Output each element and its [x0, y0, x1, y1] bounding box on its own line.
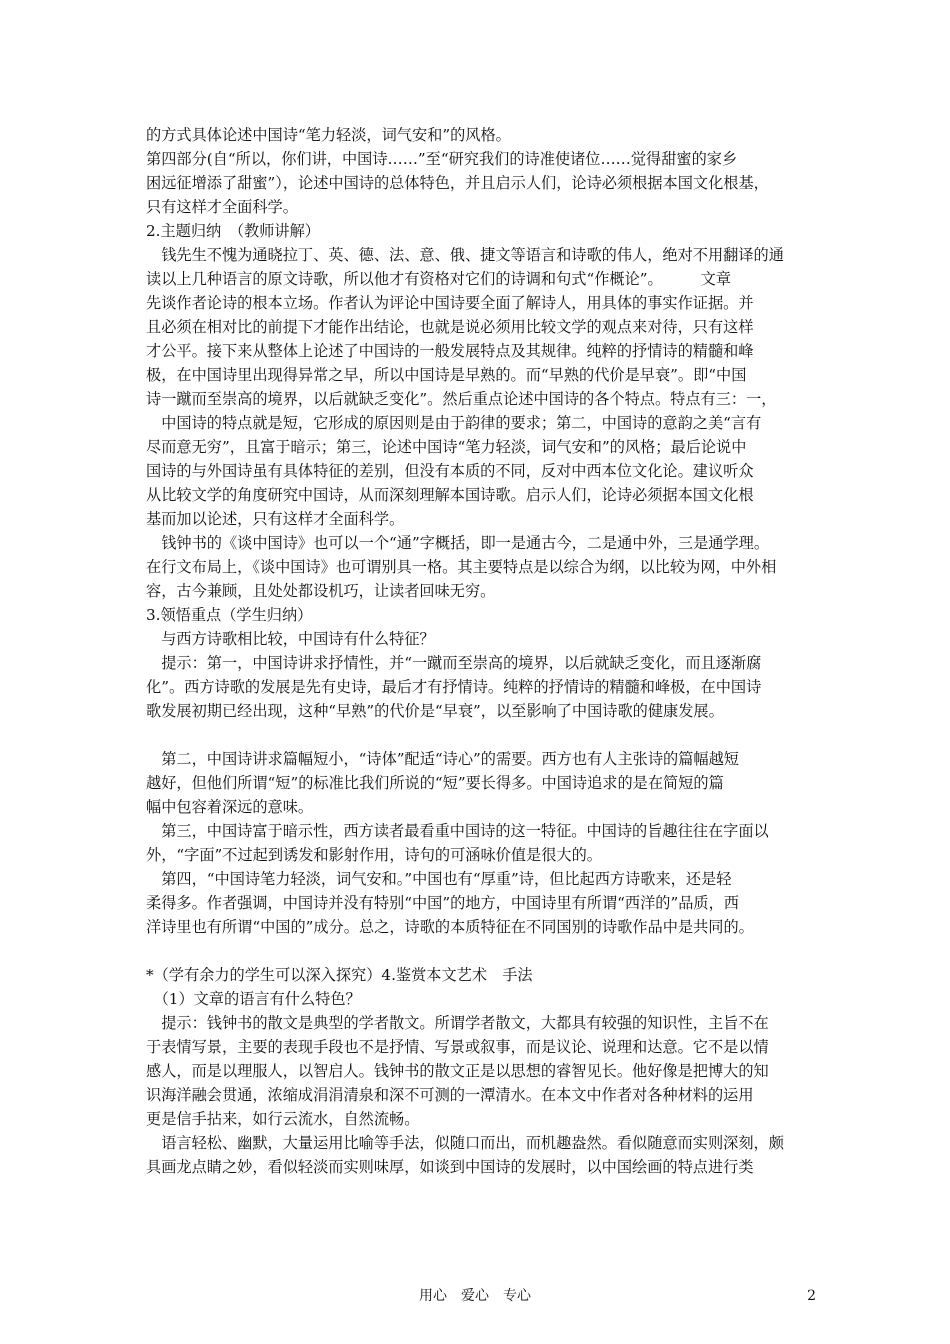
text-line: 提示：第一，中国诗讲求抒情性，并“一蹴而至崇高的境界，以后就缺乏变化，而且逐渐腐 [146, 654, 762, 672]
text-line: 第三，中国诗富于暗示性，西方读者最看重中国诗的这一特征。中国诗的旨趣往往在字面以 [146, 822, 769, 840]
text-line: 与西方诗歌相比较，中国诗有什么特征？ [146, 630, 435, 648]
text-line: 极，在中国诗里出现得异常之早，所以中国诗是早熟的。而“早熟的代价是早衰”。即“中国 [146, 366, 747, 384]
text-line: 具画龙点睛之妙，看似轻淡而实则味厚，如谈到中国诗的发展时，以中国绘画的特点进行类 [146, 1158, 754, 1176]
text-line: *（学有余力的学生可以深入探究）4.鉴赏本文艺术 手法 [146, 966, 533, 984]
text-line: 识海洋融会贯通，浓缩成涓涓清泉和深不可测的一潭清水。在本文中作者对各种材料的运用 [146, 1086, 754, 1104]
footer-motto: 用心 爱心 专心 [419, 1288, 531, 1304]
text-line: 容，古今兼顾，且处处都设机巧，让读者回味无穷。 [146, 582, 496, 600]
page-number: 2 [807, 1288, 816, 1304]
text-line: 在行文布局上，《谈中国诗》也可谓别具一格。其主要特点是以综合为纲，以比较为网，中外相 [146, 558, 777, 576]
blank-line [146, 939, 816, 963]
text-line: 先谈作者论诗的根本立场。作者认为评论中国诗要全面了解诗人，用具体的事实作证据。并 [146, 294, 754, 312]
text-line: 第四部分(自“所以，你们讲，中国诗……”至“研究我们的诗准使诸位……觉得甜蜜的家乡 [146, 150, 738, 168]
body-text [146, 123, 816, 1179]
text-line: 且必须在相对比的前提下才能作出结论，也就是说必须用比较文学的观点来对待，只有这样 [146, 318, 754, 336]
text-line: 读以上几种语言的原文诗歌，所以他才有资格对它们的诗调和句式“作概论”。 文章 [146, 270, 732, 288]
text-line: 化”。西方诗歌的发展是先有史诗，最后才有抒情诗。纯粹的抒情诗的精髓和峰极，在中国诗 [146, 678, 762, 696]
text-line: 第二，中国诗讲求篇幅短小，“诗体”配适“诗心”的需要。西方也有人主张诗的篇幅越短 [146, 750, 739, 768]
text-line: 2.主题归纳 （教师讲解） [146, 222, 320, 240]
text-line: 提示：钱钟书的散文是典型的学者散文。所谓学者散文，大都具有较强的知识性，主旨不在 [146, 1014, 769, 1032]
text-line: 语言轻松、幽默，大量运用比喻等手法，似随口而出，而机趣盎然。看似随意而实则深刻，颇 [146, 1134, 784, 1152]
text-line: 才公平。接下来从整体上论述了中国诗的一般发展特点及其规律。纯粹的抒情诗的精髓和峰 [146, 342, 754, 360]
text-line: 钱先生不愧为通晓拉丁、英、德、法、意、俄、捷文等语言和诗歌的伟人，绝对不用翻译的通 [146, 246, 784, 264]
text-line: 3.领悟重点（学生归纳） [146, 606, 313, 624]
text-line: （1）文章的语言有什么特色？ [146, 990, 361, 1008]
text-line: 更是信手拈来，如行云流水，自然流畅。 [146, 1110, 420, 1128]
text-line: 于表情写景，主要的表现手段也不是抒情、写景或叙事，而是议论、说理和达意。它不是以情 [146, 1038, 769, 1056]
text-line: 诗一蹴而至崇高的境界，以后就缺乏变化”。然后重点论述中国诗的各个特点。特点有三：一， [146, 390, 777, 408]
text-line: 尽而意无穷”，且富于暗示；第三，论述中国诗“笔力轻淡，词气安和”的风格；最后论说中 [146, 438, 747, 456]
text-line: 越好，但他们所谓“短”的标准比我们所说的“短”要长得多。中国诗追求的是在简短的篇 [146, 774, 724, 792]
text-line: 的方式具体论述中国诗“笔力轻淡，词气安和”的风格。 [146, 126, 511, 144]
text-line: 歌发展初期已经出现，这种“早熟”的代价是“早衰”，以至影响了中国诗歌的健康发展。 [146, 702, 724, 720]
text-line: 感人，而是以理服人，以智启人。钱钟书的散文正是以思想的睿智见长。他好像是把博大的知 [146, 1062, 769, 1080]
text-line: 洋诗里也有所谓“中国的”成分。总之，诗歌的本质特征在不同国别的诗歌作品中是共同的。 [146, 918, 754, 936]
text-line: 幅中包容着深远的意味。 [146, 798, 314, 816]
text-line: 柔得多。作者强调，中国诗并没有特别“中国”的地方，中国诗里有所谓“西洋的”品质，西 [146, 894, 739, 912]
text-line: 基而加以论述，只有这样才全面科学。 [146, 510, 405, 528]
text-line: 钱钟书的《谈中国诗》也可以一个“通”字概括，即一是通古今，二是通中外，三是通学理。 [146, 534, 770, 552]
text-line: 从比较文学的角度研究中国诗，从而深刻理解本国诗歌。启示人们，论诗必须据本国文化根 [146, 486, 754, 504]
text-line: 国诗的与外国诗虽有具体特征的差别，但没有本质的不同，反对中西本位文化论。建议听众 [146, 462, 754, 480]
text-line: 外，“字面”不过起到诱发和影射作用，诗句的可涵咏价值是很大的。 [146, 846, 602, 864]
text-line: 第四，“中国诗笔力轻淡，词气安和。”中国也有“厚重”诗，但比起西方诗歌来，还是轻 [146, 870, 732, 888]
text-line: 只有这样才全面科学。 [146, 198, 298, 216]
blank-line [146, 723, 816, 747]
text-line: 困远征增添了甜蜜”），论述中国诗的总体特色，并且启示人们，论诗必须根据本国文化根基， [146, 174, 769, 192]
text-line: 中国诗的特点就是短，它形成的原因则是由于韵律的要求；第二，中国诗的意韵之美“言有 [146, 414, 762, 432]
